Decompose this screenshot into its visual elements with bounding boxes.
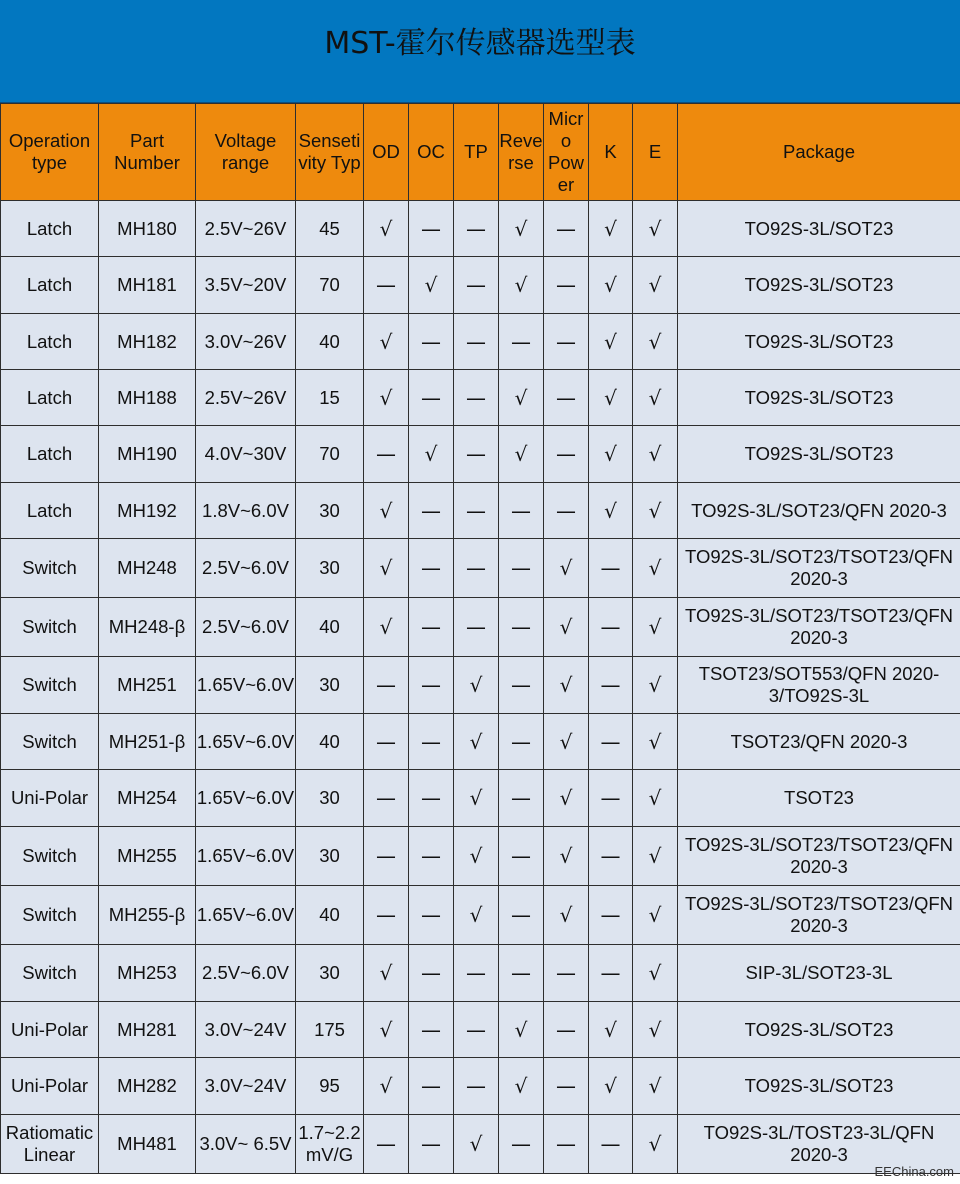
cell-k: √ <box>589 370 633 426</box>
cell-od: √ <box>364 598 409 657</box>
cell-k: — <box>589 886 633 945</box>
cell-op: Latch <box>1 426 99 483</box>
cell-e: √ <box>633 945 678 1002</box>
cell-e: √ <box>633 657 678 714</box>
column-header-k: K <box>589 104 633 201</box>
cell-sens: 45 <box>296 201 364 257</box>
cell-volt: 3.0V~24V <box>196 1002 296 1058</box>
cell-volt: 3.0V~26V <box>196 314 296 370</box>
cell-part: MH180 <box>99 201 196 257</box>
cell-pkg: TO92S-3L/SOT23 <box>678 426 960 483</box>
cell-volt: 1.8V~6.0V <box>196 483 296 539</box>
column-header-pkg: Package <box>678 104 960 201</box>
cell-od: √ <box>364 483 409 539</box>
cell-pkg: TSOT23/QFN 2020-3 <box>678 714 960 770</box>
cell-e: √ <box>633 714 678 770</box>
cell-k: √ <box>589 1002 633 1058</box>
table-body <box>1 201 960 1174</box>
cell-od: — <box>364 827 409 886</box>
table-row <box>1 257 960 314</box>
cell-oc: — <box>409 1058 454 1115</box>
cell-k: √ <box>589 483 633 539</box>
cell-rev: — <box>499 483 544 539</box>
cell-op: Switch <box>1 827 99 886</box>
cell-op: Latch <box>1 370 99 426</box>
cell-op: Switch <box>1 598 99 657</box>
cell-od: — <box>364 426 409 483</box>
table-row <box>1 886 960 945</box>
cell-part: MH481 <box>99 1115 196 1174</box>
cell-volt: 3.0V~ 6.5V <box>196 1115 296 1174</box>
cell-k: — <box>589 827 633 886</box>
table-row <box>1 657 960 714</box>
cell-op: Latch <box>1 257 99 314</box>
cell-e: √ <box>633 1058 678 1115</box>
cell-rev: √ <box>499 1002 544 1058</box>
cell-tp: — <box>454 539 499 598</box>
cell-oc: — <box>409 886 454 945</box>
page-title: MST-霍尔传感器选型表 <box>324 26 636 61</box>
cell-sens: 30 <box>296 483 364 539</box>
cell-volt: 1.65V~6.0V <box>196 657 296 714</box>
cell-k: — <box>589 714 633 770</box>
cell-volt: 1.65V~6.0V <box>196 827 296 886</box>
cell-oc: — <box>409 483 454 539</box>
cell-k: — <box>589 657 633 714</box>
cell-e: √ <box>633 886 678 945</box>
cell-oc: — <box>409 714 454 770</box>
column-header-tp: TP <box>454 104 499 201</box>
cell-sens: 1.7~2.2 mV/G <box>296 1115 364 1174</box>
cell-pkg: TO92S-3L/SOT23/QFN 2020-3 <box>678 483 960 539</box>
cell-part: MH251 <box>99 657 196 714</box>
cell-oc: — <box>409 770 454 827</box>
cell-od: — <box>364 886 409 945</box>
cell-tp: — <box>454 201 499 257</box>
cell-tp: — <box>454 314 499 370</box>
cell-part: MH182 <box>99 314 196 370</box>
cell-rev: — <box>499 1115 544 1174</box>
cell-od: — <box>364 1115 409 1174</box>
cell-tp: — <box>454 257 499 314</box>
cell-oc: — <box>409 945 454 1002</box>
cell-mp: — <box>544 483 589 539</box>
table-row <box>1 714 960 770</box>
cell-rev: — <box>499 770 544 827</box>
cell-volt: 3.0V~24V <box>196 1058 296 1115</box>
cell-op: Switch <box>1 714 99 770</box>
table-row <box>1 827 960 886</box>
cell-oc: — <box>409 1002 454 1058</box>
cell-sens: 175 <box>296 1002 364 1058</box>
cell-sens: 30 <box>296 827 364 886</box>
table-row <box>1 770 960 827</box>
table-row <box>1 598 960 657</box>
cell-pkg: SIP-3L/SOT23-3L <box>678 945 960 1002</box>
cell-sens: 30 <box>296 657 364 714</box>
cell-k: √ <box>589 426 633 483</box>
cell-tp: √ <box>454 714 499 770</box>
column-header-oc: OC <box>409 104 454 201</box>
cell-rev: √ <box>499 426 544 483</box>
cell-od: √ <box>364 370 409 426</box>
cell-part: MH181 <box>99 257 196 314</box>
cell-tp: — <box>454 370 499 426</box>
cell-rev: √ <box>499 257 544 314</box>
cell-op: Uni-Polar <box>1 1002 99 1058</box>
cell-pkg: TSOT23/SOT553/QFN 2020-3/TO92S-3L <box>678 657 960 714</box>
cell-k: — <box>589 945 633 1002</box>
cell-rev: — <box>499 827 544 886</box>
table-row <box>1 370 960 426</box>
title-bar <box>0 0 960 103</box>
cell-mp: — <box>544 370 589 426</box>
cell-oc: — <box>409 539 454 598</box>
cell-k: — <box>589 1115 633 1174</box>
cell-part: MH281 <box>99 1002 196 1058</box>
cell-pkg: TO92S-3L/SOT23 <box>678 201 960 257</box>
cell-op: Uni-Polar <box>1 1058 99 1115</box>
cell-sens: 70 <box>296 257 364 314</box>
cell-sens: 95 <box>296 1058 364 1115</box>
cell-rev: — <box>499 714 544 770</box>
cell-tp: — <box>454 483 499 539</box>
cell-part: MH248 <box>99 539 196 598</box>
cell-op: Switch <box>1 886 99 945</box>
cell-rev: — <box>499 598 544 657</box>
selection-table <box>0 103 960 1174</box>
cell-mp: — <box>544 1058 589 1115</box>
cell-mp: √ <box>544 598 589 657</box>
cell-od: — <box>364 257 409 314</box>
cell-volt: 4.0V~30V <box>196 426 296 483</box>
cell-pkg: TO92S-3L/TOST23-3L/QFN 2020-3 <box>678 1115 960 1174</box>
cell-k: — <box>589 770 633 827</box>
table-row <box>1 945 960 1002</box>
cell-part: MH282 <box>99 1058 196 1115</box>
cell-od: — <box>364 770 409 827</box>
cell-od: — <box>364 714 409 770</box>
cell-e: √ <box>633 539 678 598</box>
cell-op: Latch <box>1 314 99 370</box>
column-header-mp: Micr o Pow er <box>544 104 589 201</box>
cell-sens: 40 <box>296 598 364 657</box>
table-row <box>1 201 960 257</box>
cell-e: √ <box>633 314 678 370</box>
cell-k: √ <box>589 1058 633 1115</box>
cell-mp: √ <box>544 539 589 598</box>
cell-pkg: TO92S-3L/SOT23 <box>678 257 960 314</box>
cell-mp: — <box>544 426 589 483</box>
cell-volt: 3.5V~20V <box>196 257 296 314</box>
cell-tp: — <box>454 1002 499 1058</box>
cell-mp: √ <box>544 827 589 886</box>
column-header-od: OD <box>364 104 409 201</box>
cell-tp: √ <box>454 770 499 827</box>
table-row <box>1 314 960 370</box>
cell-e: √ <box>633 483 678 539</box>
cell-e: √ <box>633 426 678 483</box>
cell-mp: — <box>544 1115 589 1174</box>
cell-pkg: TO92S-3L/SOT23 <box>678 1058 960 1115</box>
cell-e: √ <box>633 1115 678 1174</box>
cell-sens: 15 <box>296 370 364 426</box>
cell-part: MH255-β <box>99 886 196 945</box>
watermark: EEChina.com <box>874 1164 954 1179</box>
column-header-sens: Senseti vity Typ <box>296 104 364 201</box>
cell-part: MH251-β <box>99 714 196 770</box>
cell-volt: 2.5V~6.0V <box>196 539 296 598</box>
cell-od: — <box>364 657 409 714</box>
cell-tp: √ <box>454 886 499 945</box>
cell-oc: — <box>409 201 454 257</box>
table-row <box>1 1002 960 1058</box>
cell-e: √ <box>633 257 678 314</box>
table-row <box>1 1115 960 1174</box>
cell-oc: — <box>409 598 454 657</box>
cell-od: √ <box>364 1002 409 1058</box>
cell-part: MH248-β <box>99 598 196 657</box>
cell-oc: — <box>409 657 454 714</box>
cell-k: — <box>589 598 633 657</box>
cell-tp: — <box>454 598 499 657</box>
column-header-e: E <box>633 104 678 201</box>
cell-sens: 40 <box>296 314 364 370</box>
cell-op: Ratiomatic Linear <box>1 1115 99 1174</box>
cell-e: √ <box>633 598 678 657</box>
cell-volt: 1.65V~6.0V <box>196 886 296 945</box>
cell-oc: √ <box>409 426 454 483</box>
cell-pkg: TO92S-3L/SOT23/TSOT23/QFN 2020-3 <box>678 598 960 657</box>
cell-rev: √ <box>499 370 544 426</box>
cell-rev: — <box>499 657 544 714</box>
cell-k: √ <box>589 201 633 257</box>
column-header-part: Part Number <box>99 104 196 201</box>
cell-mp: √ <box>544 714 589 770</box>
cell-part: MH188 <box>99 370 196 426</box>
cell-pkg: TO92S-3L/SOT23/TSOT23/QFN 2020-3 <box>678 827 960 886</box>
cell-e: √ <box>633 201 678 257</box>
cell-part: MH192 <box>99 483 196 539</box>
table-row <box>1 539 960 598</box>
column-header-op: Operation type <box>1 104 99 201</box>
table-row <box>1 483 960 539</box>
cell-rev: — <box>499 539 544 598</box>
cell-k: √ <box>589 314 633 370</box>
cell-op: Latch <box>1 201 99 257</box>
cell-rev: — <box>499 886 544 945</box>
header-row <box>1 104 960 201</box>
cell-volt: 1.65V~6.0V <box>196 714 296 770</box>
cell-op: Latch <box>1 483 99 539</box>
cell-op: Switch <box>1 945 99 1002</box>
cell-tp: — <box>454 1058 499 1115</box>
cell-mp: — <box>544 257 589 314</box>
cell-tp: √ <box>454 1115 499 1174</box>
cell-pkg: TO92S-3L/SOT23 <box>678 1002 960 1058</box>
cell-pkg: TO92S-3L/SOT23 <box>678 370 960 426</box>
cell-mp: √ <box>544 770 589 827</box>
cell-part: MH253 <box>99 945 196 1002</box>
cell-e: √ <box>633 1002 678 1058</box>
cell-k: √ <box>589 257 633 314</box>
cell-pkg: TO92S-3L/SOT23/TSOT23/QFN 2020-3 <box>678 886 960 945</box>
cell-od: √ <box>364 539 409 598</box>
cell-volt: 2.5V~26V <box>196 201 296 257</box>
cell-oc: — <box>409 1115 454 1174</box>
cell-mp: — <box>544 201 589 257</box>
column-header-volt: Voltage range <box>196 104 296 201</box>
cell-sens: 30 <box>296 945 364 1002</box>
cell-rev: — <box>499 314 544 370</box>
cell-od: √ <box>364 945 409 1002</box>
cell-tp: √ <box>454 657 499 714</box>
cell-mp: — <box>544 945 589 1002</box>
cell-sens: 40 <box>296 886 364 945</box>
cell-e: √ <box>633 827 678 886</box>
cell-od: √ <box>364 201 409 257</box>
cell-rev: — <box>499 945 544 1002</box>
cell-sens: 30 <box>296 539 364 598</box>
cell-part: MH254 <box>99 770 196 827</box>
cell-mp: — <box>544 314 589 370</box>
table-row <box>1 1058 960 1115</box>
cell-volt: 1.65V~6.0V <box>196 770 296 827</box>
cell-pkg: TO92S-3L/SOT23/TSOT23/QFN 2020-3 <box>678 539 960 598</box>
cell-mp: √ <box>544 886 589 945</box>
cell-rev: √ <box>499 201 544 257</box>
cell-pkg: TO92S-3L/SOT23 <box>678 314 960 370</box>
cell-volt: 2.5V~26V <box>196 370 296 426</box>
cell-op: Uni-Polar <box>1 770 99 827</box>
cell-tp: — <box>454 945 499 1002</box>
cell-part: MH190 <box>99 426 196 483</box>
cell-volt: 2.5V~6.0V <box>196 945 296 1002</box>
column-header-rev: Reve rse <box>499 104 544 201</box>
cell-sens: 70 <box>296 426 364 483</box>
cell-oc: — <box>409 314 454 370</box>
cell-tp: — <box>454 426 499 483</box>
cell-oc: √ <box>409 257 454 314</box>
cell-e: √ <box>633 370 678 426</box>
cell-od: √ <box>364 1058 409 1115</box>
cell-pkg: TSOT23 <box>678 770 960 827</box>
cell-tp: √ <box>454 827 499 886</box>
cell-part: MH255 <box>99 827 196 886</box>
cell-od: √ <box>364 314 409 370</box>
cell-k: — <box>589 539 633 598</box>
cell-oc: — <box>409 370 454 426</box>
cell-sens: 30 <box>296 770 364 827</box>
cell-rev: √ <box>499 1058 544 1115</box>
cell-mp: √ <box>544 657 589 714</box>
cell-mp: — <box>544 1002 589 1058</box>
table-row <box>1 426 960 483</box>
cell-oc: — <box>409 827 454 886</box>
cell-op: Switch <box>1 539 99 598</box>
cell-op: Switch <box>1 657 99 714</box>
cell-sens: 40 <box>296 714 364 770</box>
cell-volt: 2.5V~6.0V <box>196 598 296 657</box>
cell-e: √ <box>633 770 678 827</box>
